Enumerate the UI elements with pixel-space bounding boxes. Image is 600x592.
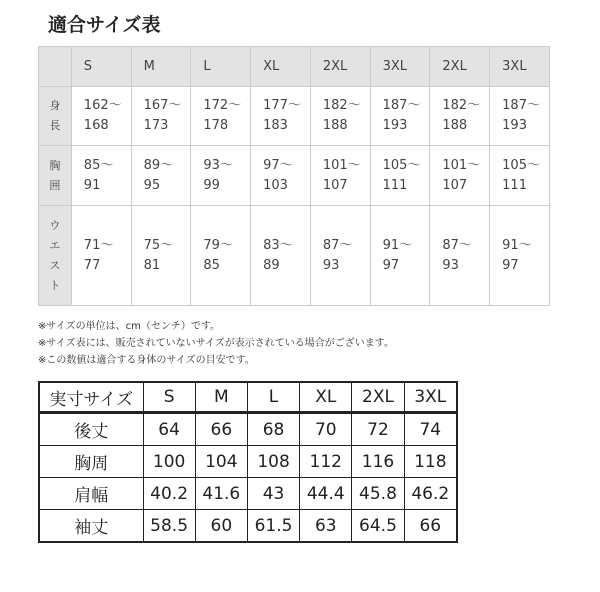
table-cell bbox=[370, 146, 430, 206]
size-header: 2XL bbox=[430, 47, 490, 87]
cell-line: 97〜 bbox=[263, 157, 293, 173]
table-cell bbox=[490, 146, 550, 206]
size-header: XL bbox=[300, 382, 352, 413]
table-cell: 58.5 bbox=[143, 510, 195, 543]
cell-line: 193 bbox=[382, 118, 408, 133]
cell-line: 188 bbox=[322, 118, 348, 133]
size-header: 3XL bbox=[404, 382, 457, 413]
table-row bbox=[39, 87, 550, 146]
size-header: S bbox=[143, 382, 195, 413]
cell-line: 85〜 bbox=[83, 157, 114, 173]
cell-line: 168 bbox=[83, 118, 109, 133]
row-label: 胸囲 bbox=[49, 158, 61, 192]
note: ※この数値は適合する身体のサイズの目安です。 bbox=[38, 355, 255, 366]
row-label: 身長 bbox=[49, 99, 61, 132]
table-row bbox=[39, 413, 457, 446]
table-cell: 40.2 bbox=[143, 478, 195, 510]
cell-line: 81 bbox=[143, 257, 161, 273]
cell-line: 177〜 bbox=[263, 98, 301, 113]
table-cell: 112 bbox=[300, 446, 352, 478]
fit-size-table bbox=[38, 46, 550, 306]
table-cell bbox=[370, 87, 430, 146]
table-cell: 104 bbox=[195, 446, 247, 478]
row-label: 後丈 bbox=[39, 413, 143, 446]
cell-line: 101〜 bbox=[442, 157, 481, 173]
cell-line: 89 bbox=[263, 257, 280, 273]
cell-line: 91〜 bbox=[382, 237, 413, 253]
table-cell: 116 bbox=[352, 446, 404, 478]
table-row bbox=[39, 206, 550, 306]
cell-line: 91 bbox=[83, 177, 101, 193]
cell-line: 111 bbox=[382, 177, 408, 193]
size-header: M bbox=[131, 47, 191, 87]
table-cell: 61.5 bbox=[247, 510, 299, 543]
cell-line: 79〜 bbox=[203, 237, 233, 253]
table-cell bbox=[131, 206, 191, 306]
table-cell bbox=[430, 146, 490, 206]
table-row bbox=[39, 146, 550, 206]
cell-line: 83〜 bbox=[263, 237, 293, 253]
table-cell: 100 bbox=[143, 446, 195, 478]
cell-line: 99 bbox=[203, 177, 220, 193]
cell-line: 93 bbox=[322, 257, 340, 273]
size-header: L bbox=[247, 382, 299, 413]
cell-line: 178 bbox=[203, 118, 229, 133]
table-cell: 72 bbox=[352, 413, 404, 446]
cell-line: 93〜 bbox=[203, 157, 233, 173]
table-cell bbox=[430, 206, 490, 306]
cell-line: 182〜 bbox=[322, 98, 361, 113]
size-header: XL bbox=[251, 47, 311, 87]
table-cell: 74 bbox=[404, 413, 457, 446]
corner-cell: 実寸サイズ bbox=[39, 382, 143, 413]
size-header: 3XL bbox=[490, 47, 550, 87]
table-cell bbox=[71, 87, 131, 146]
cell-line: 187〜 bbox=[382, 98, 421, 113]
cell-line: 77 bbox=[83, 257, 101, 273]
cell-line: 162〜 bbox=[83, 98, 122, 113]
cell-line: 172〜 bbox=[203, 98, 242, 113]
cell-line: 87〜 bbox=[442, 237, 472, 253]
notes bbox=[38, 318, 394, 369]
cell-line: 97 bbox=[502, 257, 519, 273]
table-cell bbox=[71, 146, 131, 206]
corner-cell bbox=[39, 47, 72, 87]
table-cell: 64 bbox=[143, 413, 195, 446]
table-cell: 118 bbox=[404, 446, 457, 478]
table-header-row bbox=[39, 47, 550, 87]
page-title: 適合サイズ表 bbox=[48, 14, 161, 36]
table-cell: 63 bbox=[300, 510, 352, 543]
table-cell bbox=[131, 87, 191, 146]
row-label-cell bbox=[39, 87, 72, 146]
cell-line: 89〜 bbox=[143, 157, 174, 173]
table-cell bbox=[310, 206, 370, 306]
table-cell: 60 bbox=[195, 510, 247, 543]
table-cell bbox=[490, 206, 550, 306]
cell-line: 97 bbox=[382, 257, 400, 273]
note: ※サイズ表には、販売されていないサイズが表示されている場合がございます。 bbox=[38, 338, 394, 349]
cell-line: 93 bbox=[442, 257, 459, 273]
cell-line: 105〜 bbox=[502, 157, 540, 173]
cell-line: 95 bbox=[143, 177, 161, 193]
row-label: 胸周 bbox=[39, 446, 143, 478]
cell-line: 173 bbox=[143, 118, 169, 133]
table-cell bbox=[251, 146, 311, 206]
table-cell bbox=[191, 146, 251, 206]
row-label: 肩幅 bbox=[39, 478, 143, 510]
cell-line: 167〜 bbox=[143, 98, 182, 113]
cell-line: 183 bbox=[263, 118, 288, 133]
table-cell: 66 bbox=[404, 510, 457, 543]
cell-line: 71〜 bbox=[83, 237, 114, 253]
table-cell bbox=[191, 87, 251, 146]
table-row bbox=[39, 510, 457, 543]
cell-line: 85 bbox=[203, 257, 220, 273]
table-cell bbox=[251, 87, 311, 146]
actual-size-table bbox=[38, 381, 458, 543]
table-cell: 44.4 bbox=[300, 478, 352, 510]
table-cell bbox=[430, 87, 490, 146]
table-cell bbox=[251, 206, 311, 306]
cell-line: 107 bbox=[442, 177, 468, 193]
cell-line: 103 bbox=[263, 177, 288, 193]
size-header: 2XL bbox=[352, 382, 404, 413]
table-row bbox=[39, 478, 457, 510]
table-cell: 66 bbox=[195, 413, 247, 446]
cell-line: 105〜 bbox=[382, 157, 421, 173]
size-header: M bbox=[195, 382, 247, 413]
size-header: L bbox=[191, 47, 251, 87]
row-label: ウエスト bbox=[49, 218, 61, 292]
table-cell bbox=[131, 146, 191, 206]
table-cell: 46.2 bbox=[404, 478, 457, 510]
cell-line: 111 bbox=[502, 177, 527, 193]
cell-line: 91〜 bbox=[502, 237, 532, 253]
row-label: 袖丈 bbox=[39, 510, 143, 543]
table-cell: 108 bbox=[247, 446, 299, 478]
table-cell bbox=[191, 206, 251, 306]
table-cell bbox=[310, 87, 370, 146]
cell-line: 187〜 bbox=[502, 98, 540, 113]
cell-line: 182〜 bbox=[442, 98, 481, 113]
cell-line: 188 bbox=[442, 118, 468, 133]
table-cell: 68 bbox=[247, 413, 299, 446]
cell-line: 193 bbox=[502, 118, 527, 133]
cell-line: 107 bbox=[322, 177, 348, 193]
table-cell bbox=[71, 206, 131, 306]
table-cell: 45.8 bbox=[352, 478, 404, 510]
table-cell: 64.5 bbox=[352, 510, 404, 543]
note: ※サイズの単位は、cm（センチ）です。 bbox=[38, 321, 221, 332]
table-cell: 43 bbox=[247, 478, 299, 510]
table-cell bbox=[370, 206, 430, 306]
cell-line: 87〜 bbox=[322, 237, 353, 253]
table-cell: 70 bbox=[300, 413, 352, 446]
row-label-cell bbox=[39, 206, 72, 306]
size-header: 3XL bbox=[370, 47, 430, 87]
table-row bbox=[39, 446, 457, 478]
table-cell bbox=[490, 87, 550, 146]
row-label-cell bbox=[39, 146, 72, 206]
table-cell bbox=[310, 146, 370, 206]
table-header-row bbox=[39, 382, 457, 413]
table-cell: 41.6 bbox=[195, 478, 247, 510]
cell-line: 101〜 bbox=[322, 157, 361, 173]
size-header: S bbox=[71, 47, 131, 87]
cell-line: 75〜 bbox=[143, 237, 174, 253]
size-header: 2XL bbox=[310, 47, 370, 87]
